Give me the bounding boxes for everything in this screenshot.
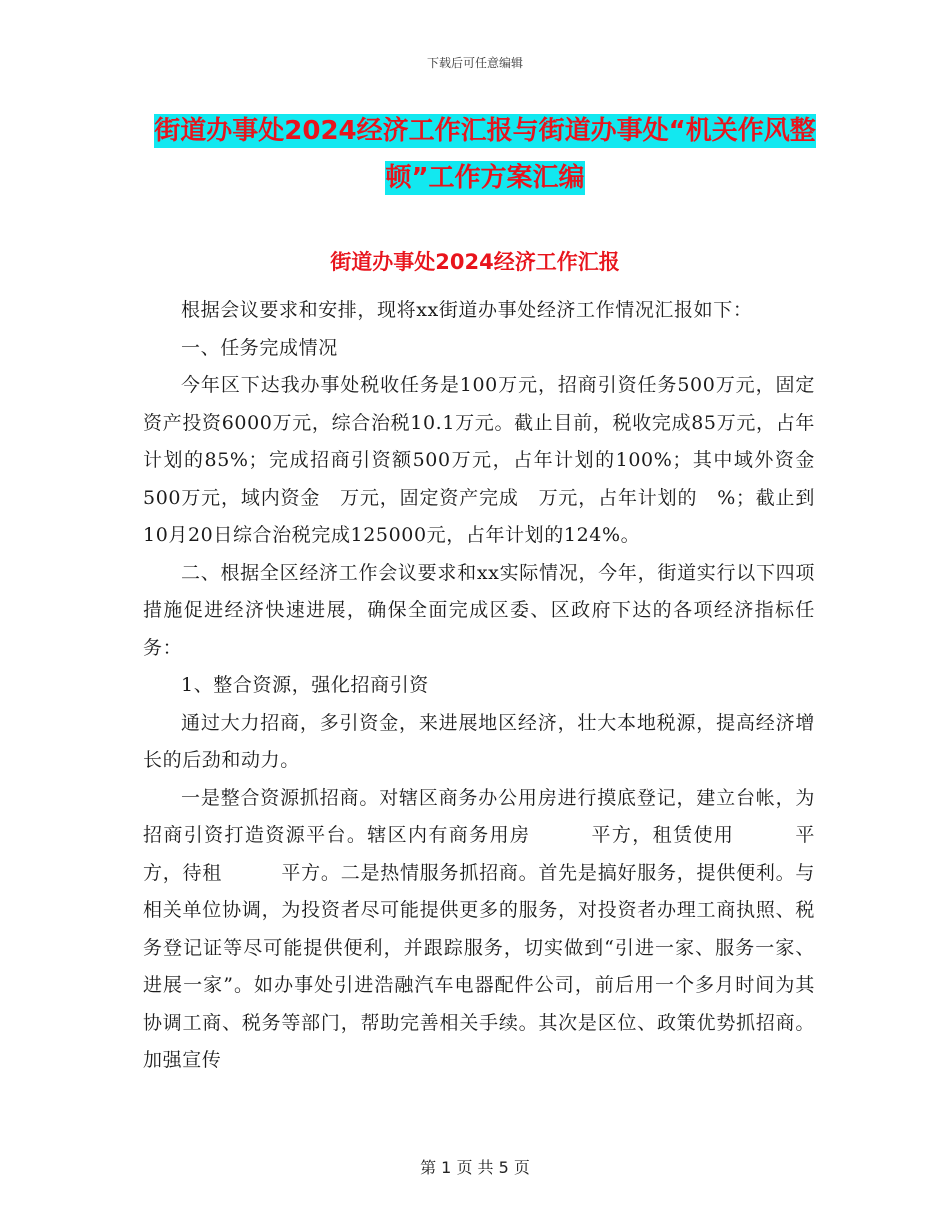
- body-paragraph: 今年区下达我办事处税收任务是100万元，招商引资任务500万元，固定资产投资6000万元，综合治税10.1万元。截止目前，税收完成85万元，占年计划的85%；完成招商引资额500万元，占年计划的100%；其中域外资金500万元，域内资金 万元，固定资产完成 万元，占年计划的 %；截止到10月20日综合治税完成125000元，占年计划的124%。: [143, 374, 815, 546]
- body-paragraph: 一、任务完成情况: [181, 336, 338, 359]
- body-paragraph: 通过大力招商，多引资金，来进展地区经济，壮大本地税源，提高经济增长的后劲和动力。: [143, 711, 815, 771]
- body-paragraph: 二、根据全区经济工作会议要求和xx实际情况，今年，街道实行以下四项措施促进经济快速进展，确保全面完成区委、区政府下达的各项经济指标任务：: [143, 561, 815, 659]
- document-body: [143, 292, 815, 1080]
- page-number: 第 1 页 共 5 页: [420, 1158, 530, 1177]
- body-paragraph: 1、整合资源，强化招商引资: [181, 674, 429, 696]
- document-title-text: 街道办事处2024经济工作汇报与街道办事处“机关作风整顿”工作方案汇编: [154, 116, 816, 193]
- body-paragraph: 一是整合资源抓招商。对辖区商务办公用房进行摸底登记，建立台帐，为招商引资打造资源平台。辖区内有商务用房 平方，租赁使用 平方，待租 平方。二是热情服务抓招商。首先是搞好服务，提供便利。与相关单位协调，为投资者尽可能提供更多的服务，对投资者办理工商执照、税务登记证等尽可能提供便利，并跟踪服务，切实做到“引进一家、服务一家、进展一家”。如办事处引进浩融汽车电器配件公司，前后用一个多月时间为其协调工商、税务等部门，帮助完善相关手续。其次是区位、政策优势抓招商。加强宣传: [143, 786, 815, 1071]
- body-paragraph: 根据会议要求和安排，现将xx街道办事处经济工作情况汇报如下：: [181, 299, 753, 321]
- section-title: 街道办事处2024经济工作汇报: [330, 250, 620, 274]
- page-header-note: 下载后可任意编辑: [426, 56, 523, 70]
- document-title: [140, 108, 830, 202]
